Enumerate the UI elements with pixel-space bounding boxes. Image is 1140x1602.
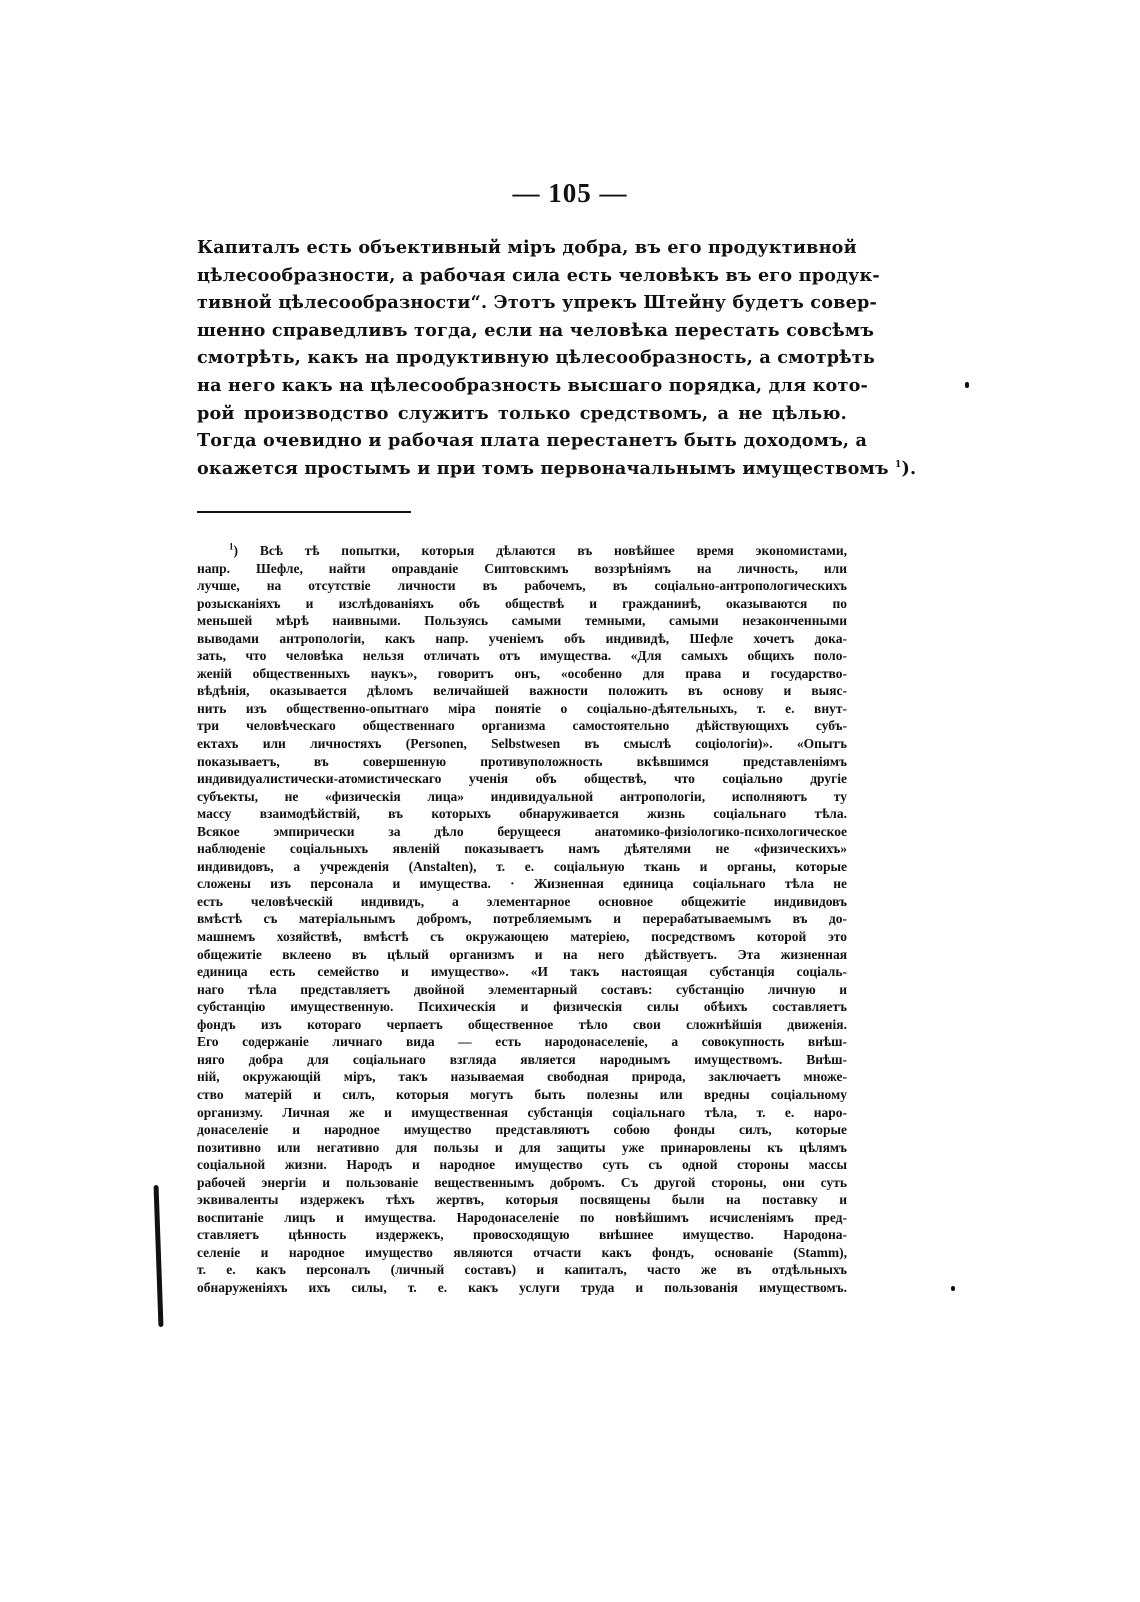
- main-text-line: смотрѣть, какъ на продуктивную цѣлесообразность, а смотрѣть: [197, 347, 876, 369]
- footnote-line: т. е. какъ персоналъ (личный составъ) и капиталъ, часто же въ отдѣльныхъ: [197, 1262, 847, 1278]
- footnote-line: обнаруженіяхъ ихъ силы, т. е. какъ услуги труда и пользованія имуществомъ.: [197, 1279, 847, 1295]
- footnote-line: Всѣ тѣ попытки, которыя дѣлаются въ новѣйшее время экономистами,: [259, 543, 847, 558]
- footnote-line: напр. Шефле, найти оправданіе Сиптовскимъ воззрѣніямъ на личность, или: [197, 560, 847, 576]
- footnote-line: розысканіяхъ и изслѣдованіяхъ объ обществѣ и гражданинѣ, оказываются по: [197, 595, 847, 611]
- footnote-line: меньшей мѣрѣ наивными. Пользуясь самыми темными, самыми незаконченными: [197, 613, 847, 629]
- main-text-last-line: [197, 455, 917, 483]
- main-text-line: Капиталъ есть объективный міръ добра, въ его продуктивной: [197, 237, 857, 258]
- footnote-line: показываетъ, въ совершенную противуположность вкѣвшимся представленіямъ: [197, 753, 847, 769]
- margin-dot-mark: [965, 382, 969, 388]
- main-text-line: рой производство служитъ только средствомъ, а не цѣлью.: [197, 402, 847, 424]
- main-text-line: Тогда очевидно и рабочая плата перестанетъ быть доходомъ, а: [197, 430, 868, 452]
- footnote-line: сложены изъ персонала и имущества. · Жизненная единица соціальнаго тѣла не: [197, 876, 847, 892]
- footnote-line: рабочей энергіи и пользованіе вещественнымъ добромъ. Съ другой стороны, они суть: [197, 1174, 847, 1190]
- footnote-marker: 1: [229, 542, 234, 552]
- footnote-separator: [197, 511, 411, 513]
- footnote-line: лучше, на отсутствіе личности въ рабочемъ, въ соціально-антропологическихъ: [197, 578, 847, 594]
- main-text-line: окажется простымъ и при томъ первоначальнымъ имуществомъ: [197, 457, 889, 479]
- footnote-line: зать, что человѣка нельзя отличать отъ имущества. «Для самыхъ общихъ поло-: [197, 648, 847, 664]
- footnote-line: массу взаимодѣйствій, въ которыхъ обнаруживается жизнь соціальнаго тѣла.: [197, 806, 847, 822]
- footnote-line: донаселеніе и народное имущество представляютъ собою фонды силъ, которые: [197, 1122, 847, 1138]
- margin-dot-mark: [951, 1286, 955, 1291]
- footnote-line: воспитаніе лицъ и имущества. Народонаселеніе по новѣйшимъ исчисленіямъ пред-: [197, 1209, 847, 1225]
- footnote-line: индивидуалистически-атомистическаго ученія объ обществѣ, что соціально другіе: [197, 771, 847, 787]
- footnote-line: Всякое эмпирически за дѣло берущееся анатомико-физіологико-психологическое: [197, 823, 847, 839]
- main-text-line: шенно справедливъ тогда, если на человѣка перестать совсѣмъ: [197, 319, 875, 341]
- footnote-line: выводами антропологіи, какъ напр. ученіемъ объ индивидѣ, Шефле хочетъ дока-: [197, 630, 847, 646]
- footnote-line: вѣдѣнія, оказывается дѣломъ величайшей важности положить въ основу и выяс-: [197, 683, 847, 699]
- footnote-line: субстанцію имущественную. Психическія и физическія силы обѣихъ составляетъ: [197, 999, 847, 1015]
- footnote-marker-paren: ): [233, 543, 238, 558]
- footnote-line: ставляетъ цѣнность издержекъ, провосходящую внѣшнее имущество. Народона-: [197, 1227, 847, 1243]
- footnote-line: фондъ изъ котораго черпаетъ общественное тѣло свои сложнѣйшія движенія.: [197, 1016, 847, 1032]
- footnote-line: общежитіе вклеено въ цѣлый организмъ и на него дѣйствуетъ. Эта жизненная: [197, 946, 847, 962]
- footnote: [197, 542, 847, 1297]
- footnote-line: женій общественныхъ наукъ», говоритъ онъ, «особенно для права и государство-: [197, 665, 847, 681]
- main-text-line: на него какъ на цѣлесообразность высшаго порядка, для кото-: [197, 374, 869, 396]
- footnote-reference: 1: [895, 459, 902, 470]
- footnote-line: единица есть семейство и имущество». «И такъ настоящая субстанція соціаль-: [197, 964, 847, 980]
- footnote-line: индивидовъ, а учрежденія (Anstalten), т. е. соціальную ткань и органы, которые: [197, 858, 847, 874]
- footnote-line: ектахъ или личностяхъ (Personen, Selbstwesen въ смыслѣ соціологіи)». «Опытъ: [197, 736, 847, 752]
- margin-bracket-mark: [154, 1185, 164, 1327]
- footnote-line: няго добра для соціальнаго взгляда является народнымъ имуществомъ. Внѣш-: [197, 1051, 847, 1067]
- footnote-first-line: [197, 542, 847, 560]
- main-text: [197, 234, 917, 482]
- footnote-line: есть человѣческій индивидъ, а элементарное основное общежитіе индивидовъ: [197, 893, 847, 909]
- footnote-line: эквиваленты издержекъ тѣхъ жертвъ, которыя посвящены были на поставку и: [197, 1192, 847, 1208]
- footnote-line: соціальной жизни. Народъ и народное имущество суть съ одной стороны массы: [197, 1157, 847, 1173]
- footnote-line: организму. Личная же и имущественная субстанція соціальнаго тѣла, т. е. наро-: [197, 1104, 847, 1120]
- footnote-line: три человѣческаго общественнаго организма самостоятельно дѣйствующихъ субъ-: [197, 718, 847, 734]
- footnote-line: ній, окружающій міръ, такъ называемая свободная природа, заключаетъ множе-: [197, 1069, 847, 1085]
- footnote-line: ство матерій и силъ, которыя могутъ быть полезны или вредны соціальному: [197, 1086, 847, 1102]
- main-text-line: цѣлесообразности, а рабочая сила есть человѣкъ въ его продук-: [197, 264, 880, 286]
- footnote-line: субъекты, не «физическія лица» индивидуальной антропологіи, исполняютъ ту: [197, 788, 847, 804]
- footnote-line: селеніе и народное имущество являются отчасти какъ фондъ, основаніе (Stamm),: [197, 1244, 847, 1260]
- footnote-line: наго тѣла представляетъ двойной элементарный составъ: субстанцію личную и: [197, 981, 847, 997]
- footnote-line: машнемъ хозяйствѣ, вмѣстѣ съ окружающею матеріею, посредствомъ которой это: [197, 929, 847, 945]
- main-text-line: тивной цѣлесообразности“. Этотъ упрекъ Штейну будетъ совер-: [197, 292, 877, 314]
- footnote-line: позитивно или негативно для пользы и для защиты уже принаровлены къ цѣлямъ: [197, 1139, 847, 1155]
- main-text-end-punct: ).: [901, 457, 917, 479]
- footnote-line: Его содержаніе личнаго вида — есть народонаселеніе, а совокупность внѣш-: [197, 1034, 847, 1050]
- footnote-line: вмѣстѣ съ матеріальнымъ добромъ, потребляемымъ и перерабатываемымъ въ до-: [197, 911, 847, 927]
- footnote-line: нить изъ общественно-опытнаго міра понятіе о соціально-дѣятельныхъ, т. е. внут-: [197, 700, 847, 716]
- footnote-line: наблюденіе соціальныхъ явленій показываетъ намъ дѣятелями не «физическихъ»: [197, 841, 847, 857]
- page-number: — 105 —: [512, 178, 628, 208]
